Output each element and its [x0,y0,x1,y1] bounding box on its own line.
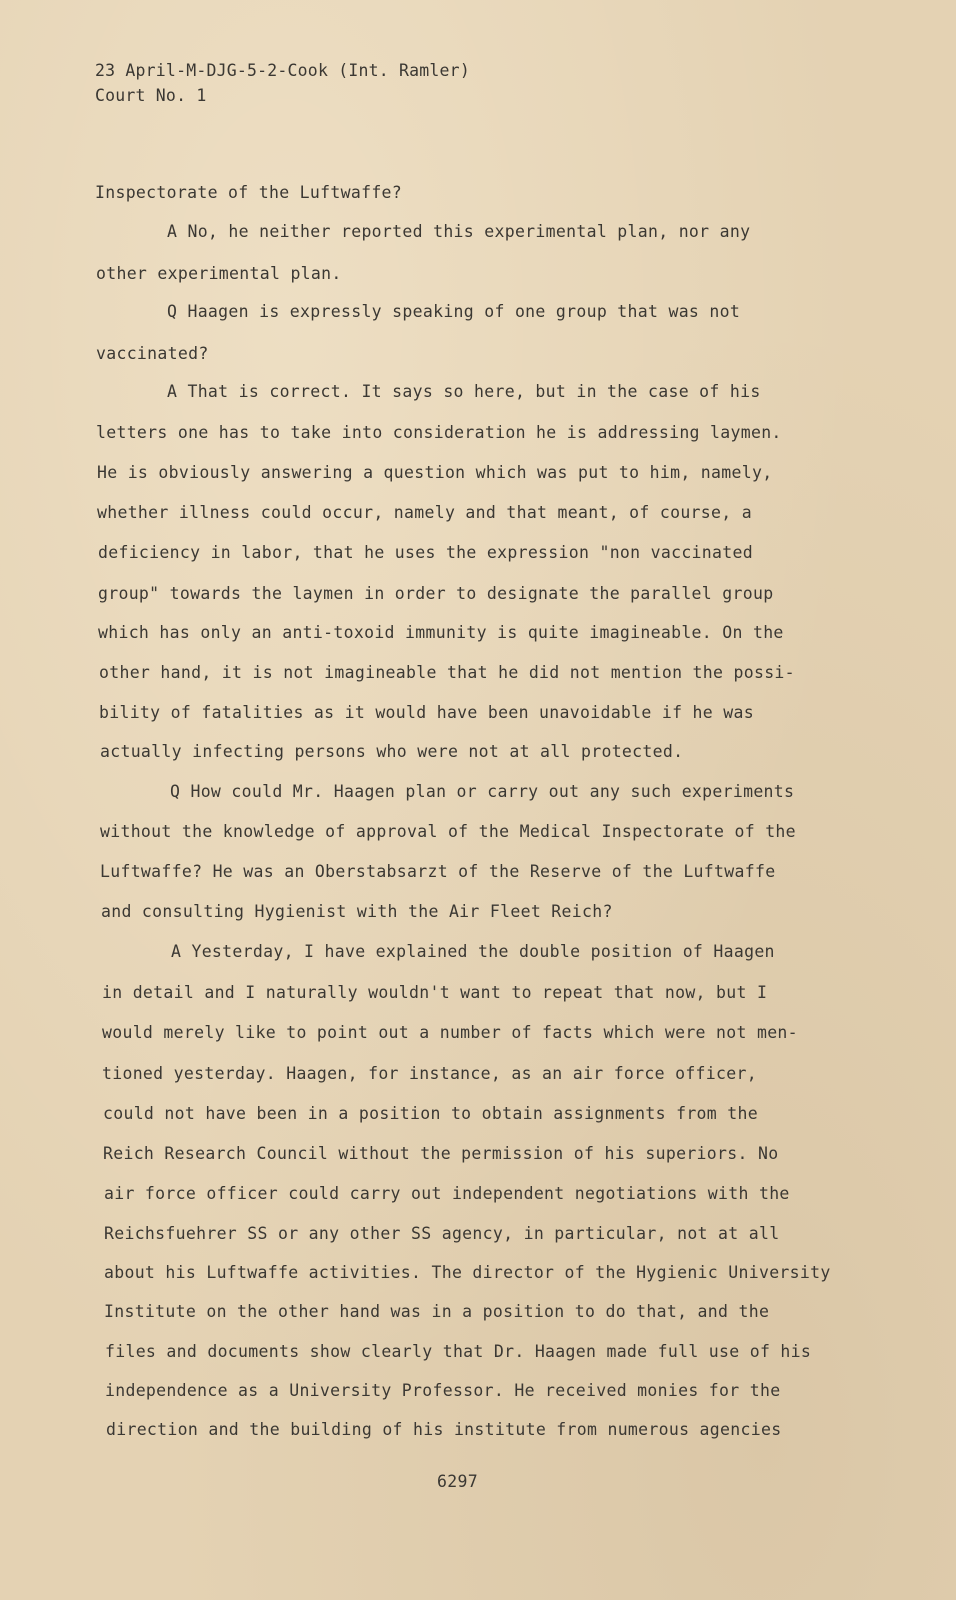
transcript-line: Luftwaffe? He was an Oberstabsarzt of the Reserve of the Luftwaffe [100,862,776,881]
transcript-line: tioned yesterday. Haagen, for instance, as an air force officer, [102,1064,757,1083]
transcript-line: A Yesterday, I have explained the double position of Haagen [171,942,775,961]
transcript-line: direction and the building of his institute from numerous agencies [106,1420,782,1439]
transcript-line: independence as a University Professor. He received monies for the [105,1381,781,1400]
document-header [95,58,470,108]
transcript-line: letters one has to take into consideration he is addressing laymen. [96,423,782,442]
transcript-line: other hand, it is not imagineable that he did not mention the possi- [99,663,795,682]
transcript-line: deficiency in labor, that he uses the expression "non vaccinated [98,543,753,562]
transcript-line: Q How could Mr. Haagen plan or carry out any such experiments [170,782,795,801]
transcript-line: Reichsfuehrer SS or any other SS agency, in particular, not at all [104,1224,780,1243]
transcript-line: actually infecting persons who were not at all protected. [100,742,684,761]
transcript-line: A That is correct. It says so here, but in the case of his [167,382,761,401]
transcript-line: Q Haagen is expressly speaking of one group that was not [167,302,741,321]
transcript-line: would merely like to point out a number of facts which were not men- [102,1023,798,1042]
transcript-line: Institute on the other hand was in a position to do that, and the [104,1302,770,1321]
transcript-line: other experimental plan. [96,264,342,283]
transcript-line: whether illness could occur, namely and that meant, of course, a [97,503,752,522]
transcript-line: without the knowledge of approval of the Medical Inspectorate of the [100,822,796,841]
transcript-line: vaccinated? [96,344,209,363]
transcript-line: which has only an anti-toxoid immunity is quite imagineable. On the [98,623,784,642]
header-case-reference: 23 April-M-DJG-5-2-Cook (Int. Ramler) [95,61,470,80]
header-court-number: Court No. 1 [95,86,207,105]
transcript-line: group" towards the laymen in order to designate the parallel group [98,584,774,603]
transcript-line: could not have been in a position to obtain assignments from the [103,1104,758,1123]
transcript-line: about his Luftwaffe activities. The director of the Hygienic University [104,1263,831,1282]
page-number: 6297 [437,1472,478,1491]
transcript-line: air force officer could carry out independent negotiations with the [104,1184,790,1203]
transcript-line: Reich Research Council without the permission of his superiors. No [103,1144,779,1163]
transcript-line: He is obviously answering a question which was put to him, namely, [97,463,773,482]
transcript-line: bility of fatalities as it would have been unavoidable if he was [99,703,754,722]
transcript-line: and consulting Hygienist with the Air Fleet Reich? [101,902,613,921]
transcript-line: Inspectorate of the Luftwaffe? [95,183,403,202]
transcript-line: in detail and I naturally wouldn't want to repeat that now, but I [102,983,768,1002]
transcript-line: A No, he neither reported this experimental plan, nor any [167,222,751,241]
transcript-line: files and documents show clearly that Dr. Haagen made full use of his [105,1342,812,1361]
